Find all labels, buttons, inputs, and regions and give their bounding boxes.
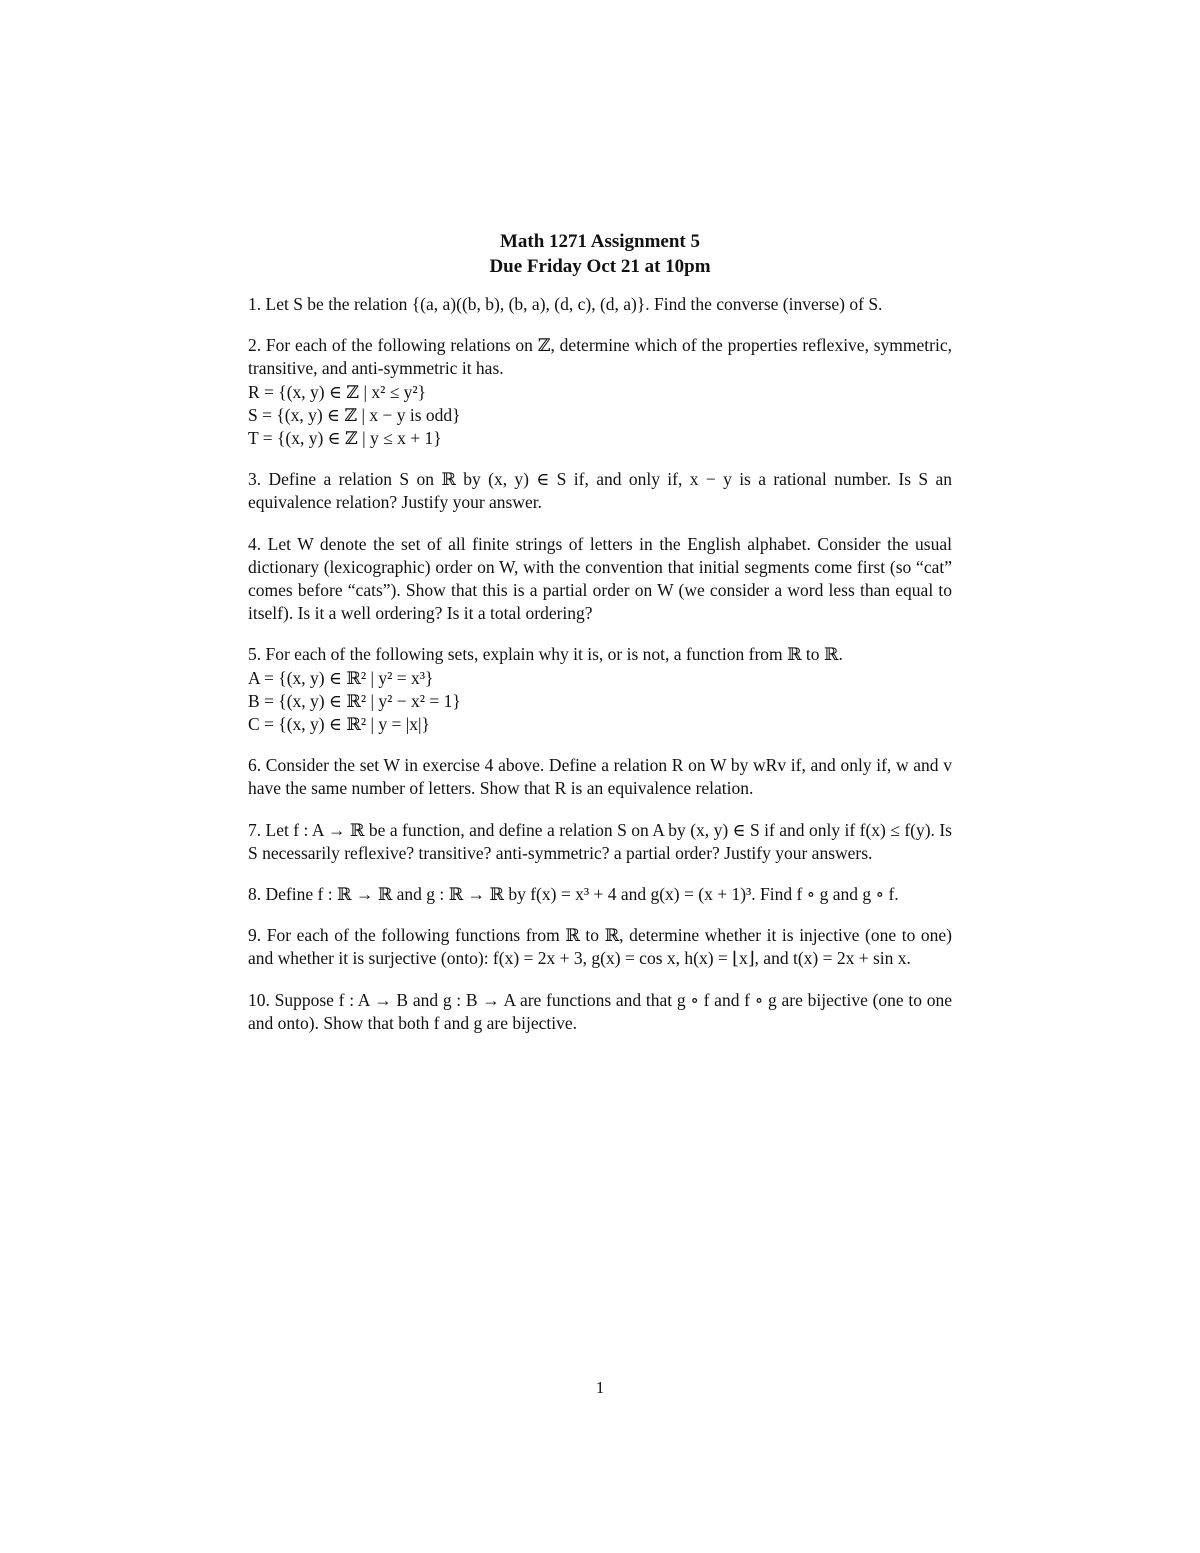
problem-4: [248, 533, 952, 626]
problem-9-text: 9. For each of the following functions from ℝ to ℝ, determine whether it is injective (one to one) and whether it is surjective (onto): f(x) = 2x + 3, g(x) = cos x, h(x) = ⌊x⌋, and t(x) = 2x + sin x.: [248, 925, 952, 969]
problem-10-text: 10. Suppose f : A → B and g : B → A are functions and that g ∘ f and f ∘ g are bijective (one to one and onto). Show that both f and g are bijective.: [248, 989, 952, 1033]
problem-1: [248, 293, 952, 316]
problem-7: [248, 819, 952, 865]
problem-3-text: 3. Define a relation S on ℝ by (x, y) ∈ S if, and only if, x − y is a rational number. Is S an equivalence relation? Justify your answer.: [248, 469, 952, 513]
due-date: Due Friday Oct 21 at 10pm: [489, 256, 711, 277]
problem-10: [248, 989, 952, 1035]
problem-5-text: 5. For each of the following sets, explain why it is, or is not, a function from ℝ to ℝ.: [248, 644, 843, 665]
set-c: C = {(x, y) ∈ ℝ² | y = |x|}: [248, 714, 430, 735]
problem-3: [248, 468, 952, 514]
problem-5: [248, 643, 952, 736]
problem-4-text: 4. Let W denote the set of all finite strings of letters in the English alphabet. Consider the usual dictionary (lexicographic) order on W, with the convention that initial segments come first (so “cat” comes before “cats”). Show that this is a partial order on W (we consider a word less than equal to itself). Is it a well ordering? Is it a total ordering?: [248, 533, 952, 624]
problem-8: [248, 883, 952, 906]
problem-6: [248, 754, 952, 800]
problem-2-text: 2. For each of the following relations on ℤ, determine which of the properties reflexive, symmetric, transitive, and anti-symmetric it has.: [248, 335, 952, 379]
problem-7-text: 7. Let f : A → ℝ be a function, and define a relation S on A by (x, y) ∈ S if and only if f(x) ≤ f(y). Is S necessarily reflexive? transitive? anti-symmetric? a partial order? Justify your answers.: [248, 819, 952, 863]
problem-9: [248, 924, 952, 970]
problem-2: [248, 334, 952, 450]
problem-6-text: 6. Consider the set W in exercise 4 above. Define a relation R on W by wRv if, and only if, w and v have the same number of letters. Show that R is an equivalence relation.: [248, 755, 952, 799]
document-header: [0, 229, 1200, 279]
page-number: 1: [595, 1378, 605, 1397]
relation-s: S = {(x, y) ∈ ℤ | x − y is odd}: [248, 404, 461, 425]
relation-r: R = {(x, y) ∈ ℤ | x² ≤ y²}: [248, 381, 427, 402]
problem-1-text: 1. Let S be the relation {(a, a)((b, b), (b, a), (d, c), (d, a)}. Find the converse (inverse) of S.: [248, 294, 883, 314]
relation-t: T = {(x, y) ∈ ℤ | y ≤ x + 1}: [248, 428, 442, 449]
problem-list: [248, 293, 952, 1053]
set-b: B = {(x, y) ∈ ℝ² | y² − x² = 1}: [248, 690, 461, 711]
assignment-title: Math 1271 Assignment 5: [499, 231, 701, 252]
set-a: A = {(x, y) ∈ ℝ² | y² = x³}: [248, 667, 434, 688]
problem-8-text: 8. Define f : ℝ → ℝ and g : ℝ → ℝ by f(x) = x³ + 4 and g(x) = (x + 1)³. Find f ∘ g and g ∘ f.: [248, 884, 899, 905]
